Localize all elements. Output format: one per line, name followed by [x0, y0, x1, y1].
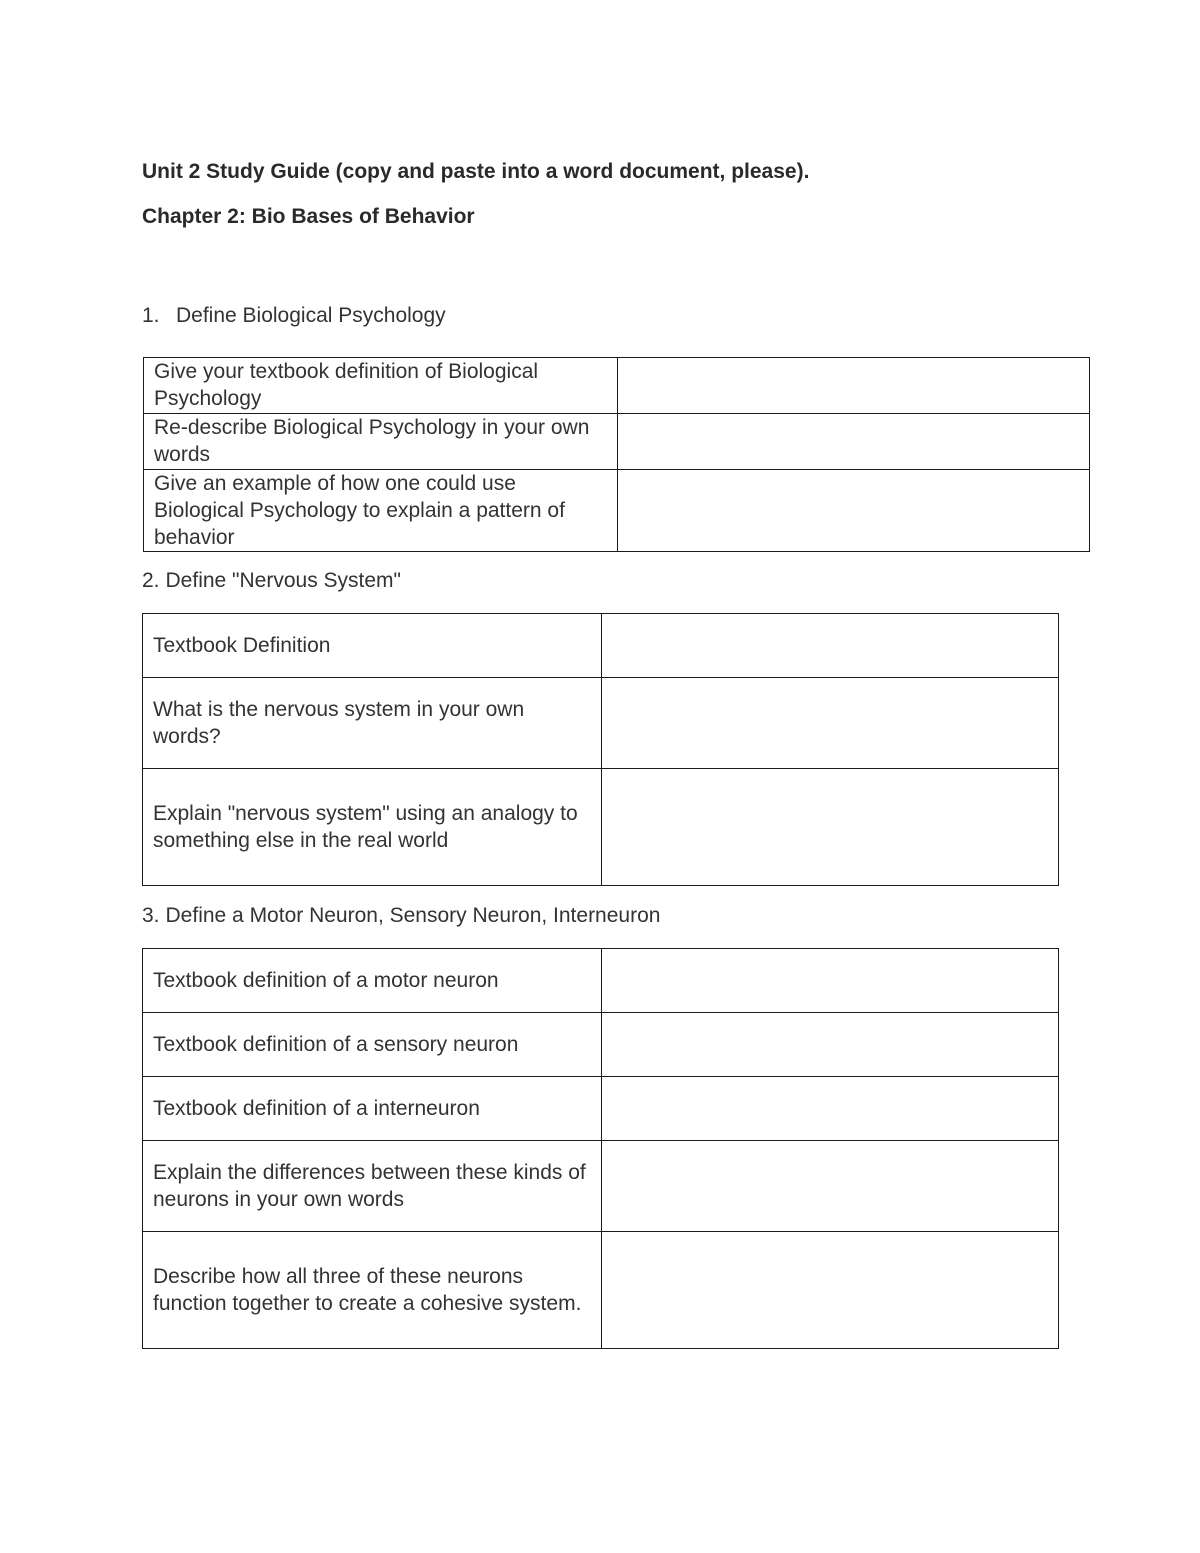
table-row	[143, 1013, 1059, 1077]
table-row	[143, 678, 1059, 769]
question-text: Define a Motor Neuron, Sensory Neuron, Interneuron	[165, 904, 661, 927]
document-title: Unit 2 Study Guide (copy and paste into a word document, please).	[142, 160, 810, 183]
question-2-table	[142, 613, 1059, 886]
chapter-heading: Chapter 2: Bio Bases of Behavior	[142, 205, 475, 228]
answer-cell[interactable]	[602, 614, 1059, 678]
question-1-heading	[142, 304, 446, 328]
question-3-heading	[142, 904, 660, 928]
question-text: Define Biological Psychology	[176, 304, 446, 327]
answer-cell[interactable]	[602, 1141, 1059, 1232]
table-row	[143, 614, 1059, 678]
answer-cell[interactable]	[602, 678, 1059, 769]
question-number: 2.	[142, 569, 160, 592]
answer-cell[interactable]	[602, 769, 1059, 886]
answer-cell[interactable]	[602, 1232, 1059, 1349]
table-row	[143, 769, 1059, 886]
prompt-cell: What is the nervous system in your own words?	[143, 678, 602, 769]
answer-cell[interactable]	[602, 949, 1059, 1013]
question-text: Define "Nervous System"	[165, 569, 402, 592]
prompt-cell: Textbook definition of a sensory neuron	[143, 1013, 602, 1077]
answer-cell[interactable]	[602, 1077, 1059, 1141]
prompt-cell: Textbook Definition	[143, 614, 602, 678]
prompt-cell: Explain "nervous system" using an analogy to something else in the real world	[143, 769, 602, 886]
table-row	[144, 414, 1090, 470]
table-row	[143, 949, 1059, 1013]
prompt-cell: Give an example of how one could use Biological Psychology to explain a pattern of behavior	[144, 470, 618, 552]
prompt-cell: Re-describe Biological Psychology in your own words	[144, 414, 618, 470]
answer-cell[interactable]	[618, 470, 1090, 552]
prompt-cell: Textbook definition of a motor neuron	[143, 949, 602, 1013]
answer-cell[interactable]	[618, 358, 1090, 414]
prompt-cell: Describe how all three of these neurons function together to create a cohesive system.	[143, 1232, 602, 1349]
prompt-cell: Give your textbook definition of Biological Psychology	[144, 358, 618, 414]
table-row	[144, 358, 1090, 414]
question-1-table	[143, 357, 1090, 552]
question-2-heading	[142, 569, 401, 593]
table-row	[143, 1232, 1059, 1349]
table-row	[144, 470, 1090, 552]
answer-cell[interactable]	[618, 414, 1090, 470]
question-3-table	[142, 948, 1059, 1349]
question-number: 3.	[142, 904, 160, 927]
prompt-cell: Explain the differences between these kinds of neurons in your own words	[143, 1141, 602, 1232]
question-number: 1.	[142, 304, 160, 327]
answer-cell[interactable]	[602, 1013, 1059, 1077]
prompt-cell: Textbook definition of a interneuron	[143, 1077, 602, 1141]
table-row	[143, 1141, 1059, 1232]
table-row	[143, 1077, 1059, 1141]
